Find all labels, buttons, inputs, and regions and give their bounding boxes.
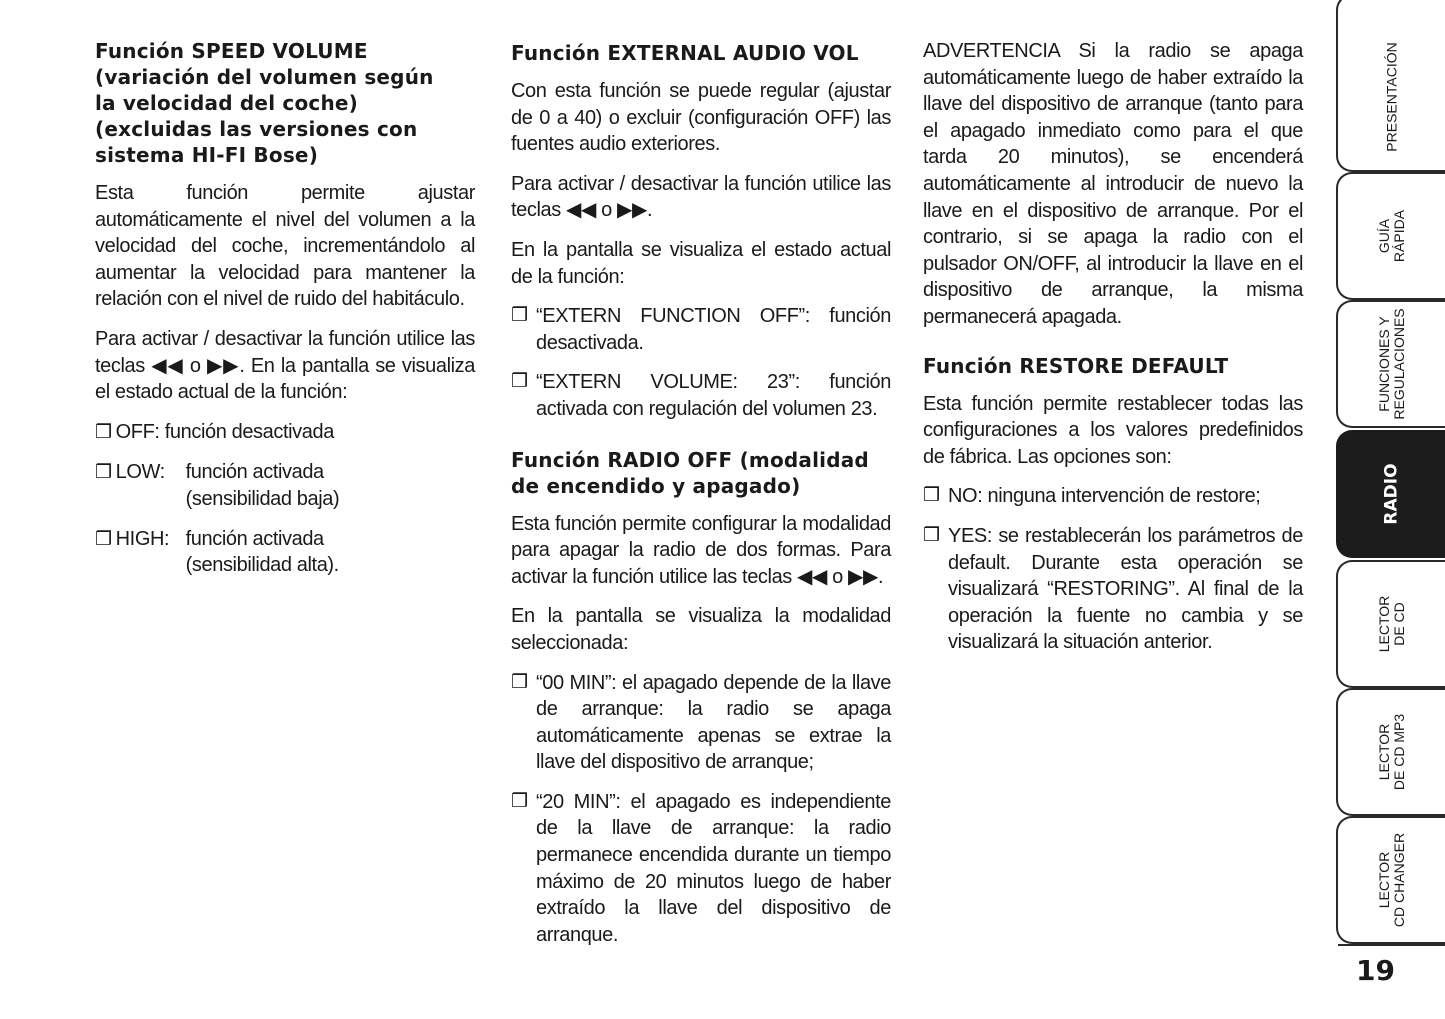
option-value [186, 526, 339, 579]
checkbox-bullet-icon: ❒ [923, 485, 940, 507]
option-off [95, 419, 475, 447]
paragraph: Esta función permite restablecer todas las configuraciones a los valores predefinidos de fábrica. Las opciones son: [923, 392, 1303, 468]
paragraph: En la pantalla se visualiza el estado actual de la función: [511, 238, 891, 288]
option-value [186, 459, 340, 512]
checkbox-bullet-icon: ❒ [95, 462, 112, 484]
paragraph: En la pantalla se visualiza la modalidad seleccionada: [511, 605, 891, 654]
heading-line: (variación del volumen según [95, 65, 434, 89]
list-item-text: “20 MIN”: el apagado es independiente de la llave de arranque: la radio permanece encendida durante un tiempo máximo de 20 minutos luego de haber extraído la llave del dispositivo de arranque. [536, 790, 891, 946]
heading-line: (excluidas las versiones con [95, 117, 418, 141]
paragraph: Con esta función se puede regular (ajustar de 0 a 40) o excluir (configuración OFF) las fuentes audio exteriores. [511, 80, 891, 156]
paragraph: Para activar / desactivar la función utilice las teclas ◀◀ o ▶▶. En la pantalla se visualiza el estado actual de la función: [95, 327, 475, 404]
heading-line: sistema HI-FI Bose) [95, 143, 319, 167]
checkbox-bullet-icon: ❒ [95, 421, 112, 443]
option-high [95, 526, 475, 579]
list-item-text: YES: se restablecerán los parámetros de default. Durante esta operación se visualizará “RESTORING”. Al final de la operación la fuente no cambia y se visualizará la situación anterior. [948, 524, 1303, 654]
checkbox-bullet-icon: ❒ [923, 524, 940, 546]
list-item [923, 523, 1303, 656]
tab-label: LECTOR DE CD [1375, 595, 1407, 653]
section-heading-speed-volume [95, 38, 475, 168]
tab-lector-cd[interactable] [1336, 560, 1445, 688]
tab-label: LECTOR CD CHANGER [1375, 832, 1407, 928]
list-item [923, 483, 1303, 510]
tab-radio[interactable] [1336, 430, 1445, 558]
tab-label: FUNCIONES Y REGULACIONES [1375, 308, 1407, 420]
option-value-line: (sensibilidad baja) [185, 487, 340, 510]
checkbox-bullet-icon: ❒ [95, 528, 112, 550]
chapter-tabs [1336, 0, 1445, 1019]
list-item [511, 369, 891, 422]
tab-label: LECTOR DE CD MP3 [1375, 713, 1407, 791]
option-value-line: (sensibilidad alta). [185, 554, 339, 577]
tab-label: PRESENTACIÓN [1383, 42, 1399, 152]
heading-line: de encendido y apagado) [511, 473, 801, 498]
option-low [95, 459, 475, 512]
tab-label: RADIO [1381, 463, 1401, 525]
option-value-line: función activada [185, 461, 324, 484]
option-label: HIGH: [115, 527, 170, 550]
paragraph: Esta función permite ajustar automáticamente el nivel del volumen a la velocidad del coche, incrementándolo al aumentar la velocidad para mantener la relación con el nivel de ruido del habitáculo. [95, 182, 475, 311]
heading-line: Función SPEED VOLUME [95, 39, 368, 63]
option-label: LOW: [115, 461, 165, 484]
paragraph: Para activar / desactivar la función utilice las teclas ◀◀ o ▶▶. [511, 172, 891, 222]
column-left [95, 38, 475, 592]
page-number-rule [1338, 944, 1445, 946]
page-number: 19 [1356, 954, 1395, 987]
tab-label: GUÍA RÁPIDA [1375, 209, 1407, 263]
tab-lector-cd-mp3[interactable] [1336, 688, 1445, 816]
option-value: función desactivada [164, 420, 334, 443]
tab-lector-cd-changer[interactable] [1336, 816, 1445, 944]
option-value-line: función activada [185, 527, 324, 550]
tab-guia-rapida[interactable] [1336, 172, 1445, 300]
list-item-text: “EXTERN VOLUME: 23”: función activada con regulación del volumen 23. [536, 371, 891, 420]
column-middle [511, 38, 891, 961]
section-heading-radio-off [511, 447, 891, 499]
section-heading-external-audio: Función EXTERNAL AUDIO VOL [511, 41, 859, 65]
checkbox-bullet-icon: ❒ [511, 671, 528, 693]
list-item [511, 789, 891, 949]
list-item-text: NO: ninguna intervención de restore; [948, 485, 1261, 508]
list-item-text: “EXTERN FUNCTION OFF”: función desactivada. [536, 305, 891, 354]
option-label: OFF: [115, 420, 160, 443]
heading-line: la velocidad del coche) [95, 91, 359, 115]
checkbox-bullet-icon: ❒ [511, 371, 528, 393]
tab-presentacion[interactable] [1336, 0, 1445, 172]
section-heading-restore-default: Función RESTORE DEFAULT [923, 353, 1229, 378]
checkbox-bullet-icon: ❒ [511, 790, 528, 812]
column-right [923, 38, 1303, 669]
heading-line: Función RADIO OFF (modalidad [511, 447, 869, 472]
list-item-text: “00 MIN”: el apagado depende de la llave de arranque: la radio se apaga automáticamente apenas se extrae la llave del dispositivo de arranque; [536, 671, 891, 774]
warning-paragraph: ADVERTENCIA Si la radio se apaga automáticamente luego de haber extraído la llave del dispositivo de arranque (tanto para el apagado inmediato como para el que tarda 20 minutos), se encenderá automáticamente al introducir de nuevo la llave en el dispositivo de arranque. Por el contrario, si se apaga la radio con el pulsador ON/OFF, al introducir la llave en el dispositivo de arranque, la misma permanecerá apagada. [923, 40, 1303, 328]
tab-funciones-regulaciones[interactable] [1336, 300, 1445, 428]
list-item [511, 670, 891, 776]
list-item [511, 303, 891, 356]
paragraph: Esta función permite configurar la modalidad para apagar la radio de dos formas. Para activar la función utilice las teclas ◀◀ o ▶▶. [511, 512, 891, 588]
checkbox-bullet-icon: ❒ [511, 305, 528, 327]
